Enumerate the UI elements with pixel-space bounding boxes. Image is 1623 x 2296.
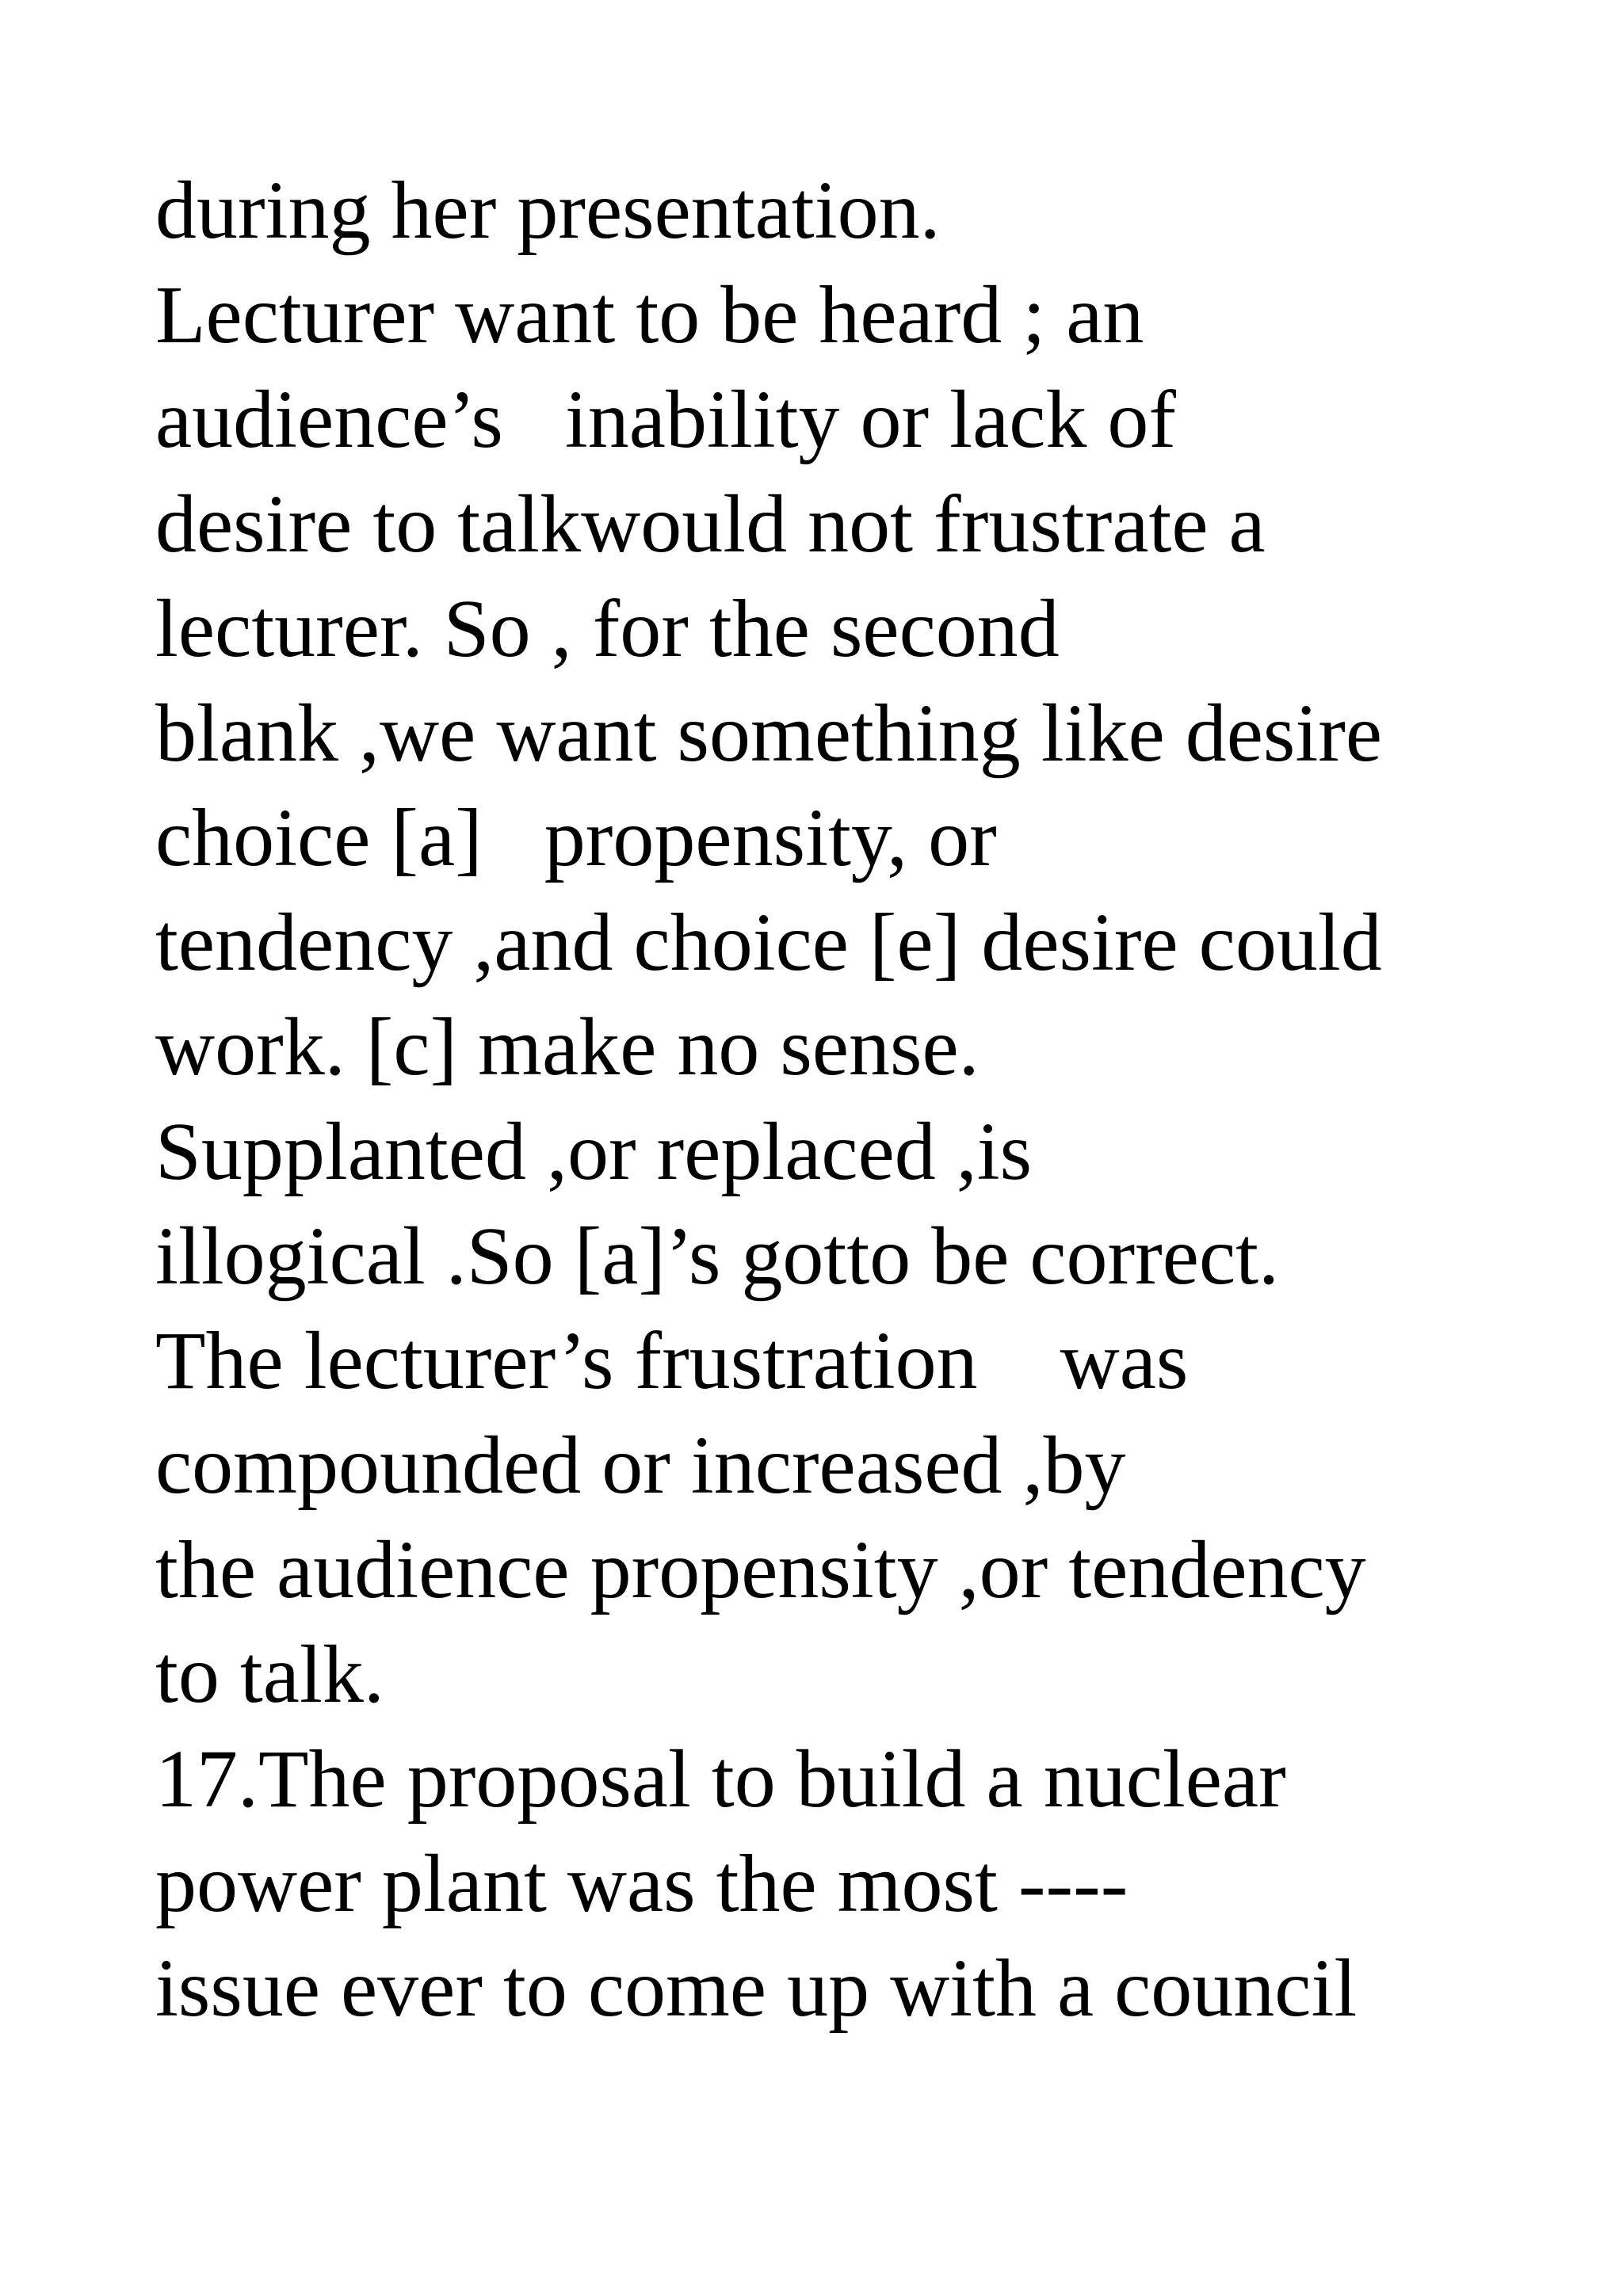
- text-line: desire to talkwould not frustrate a: [155, 479, 1266, 570]
- text-line: audience’s inability or lack of: [155, 374, 1177, 465]
- text-line: Supplanted ,or replaced ,is: [155, 1106, 1033, 1197]
- text-line: the audience propensity ,or tendency: [155, 1524, 1366, 1615]
- text-line: choice [a] propensity, or: [155, 792, 997, 883]
- text-line: The lecturer’s frustration was: [155, 1315, 1189, 1406]
- text-line: 17.The proposal to build a nuclear: [155, 1733, 1286, 1825]
- text-line: to talk.: [155, 1629, 384, 1720]
- text-line: power plant was the most ----: [155, 1838, 1128, 1929]
- text-line: during her presentation.: [155, 165, 941, 256]
- text-line: tendency ,and choice [e] desire could: [155, 897, 1382, 988]
- text-line: illogical .So [a]’s gotto be correct.: [155, 1211, 1280, 1302]
- text-line: issue ever to come up with a council: [155, 1943, 1358, 2034]
- text-line: Lecturer want to be heard ; an: [155, 269, 1144, 360]
- text-line: work. [c] make no sense.: [155, 1001, 980, 1093]
- document-body: [155, 158, 1598, 2041]
- text-line: lecturer. So , for the second: [155, 583, 1060, 674]
- text-line: blank ,we want something like desire: [155, 688, 1383, 779]
- text-line: compounded or increased ,by: [155, 1420, 1126, 1511]
